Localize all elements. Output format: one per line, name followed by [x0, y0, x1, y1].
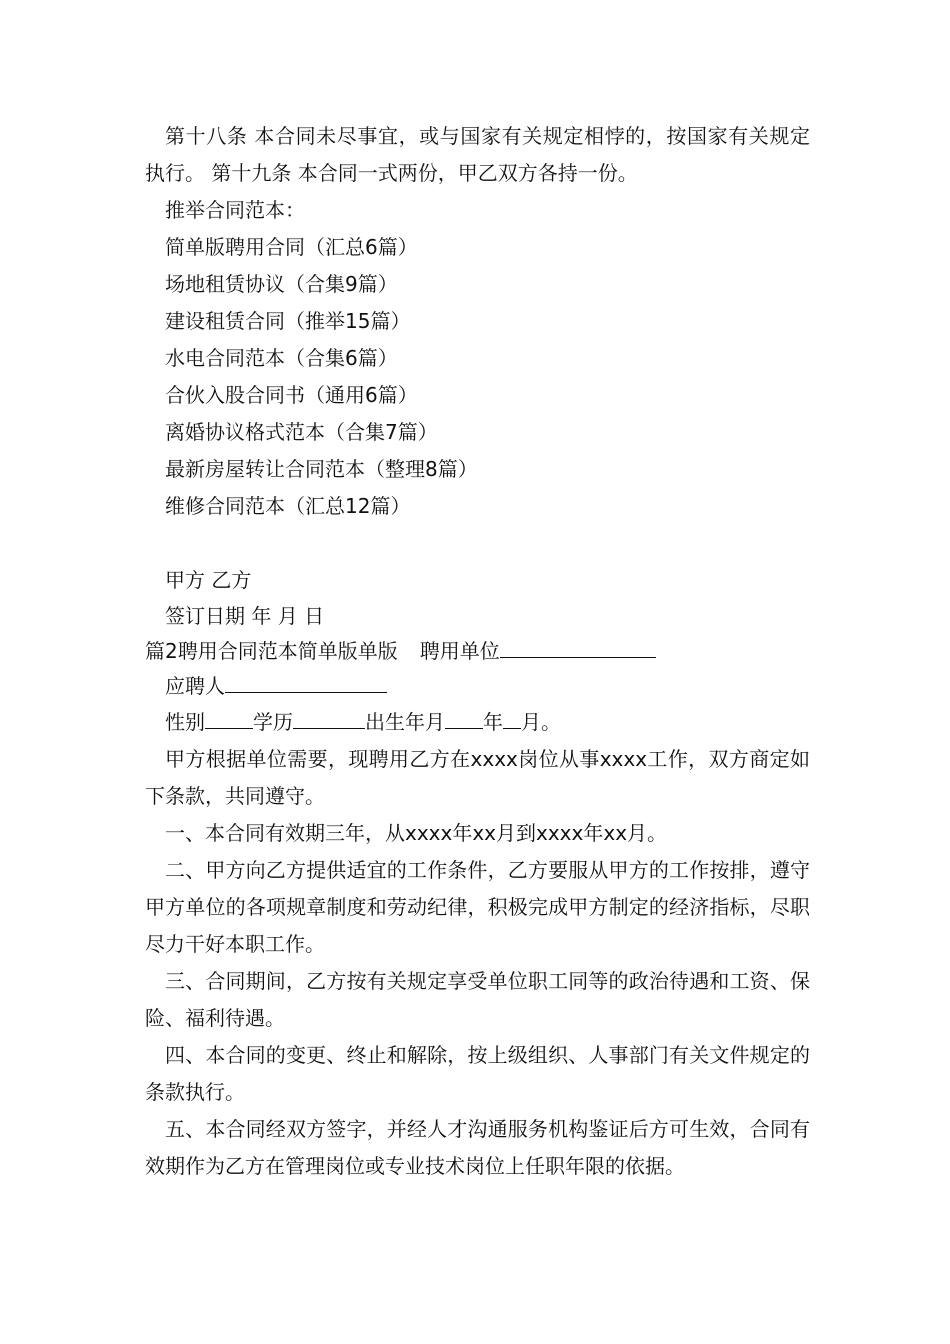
- applicant-blank: [225, 670, 387, 693]
- article-2-title: 篇2聘用合同范本简单版单版: [145, 639, 398, 663]
- employer-label: 聘用单位: [419, 639, 500, 663]
- gender-label: 性别: [165, 710, 205, 734]
- clause-5: 五、本合同经双方签字，并经人才沟通服务机构鉴证后方可生效，合同有效期作为乙方在管理岗位或专业技术岗位上任职年限的依据。: [145, 1117, 810, 1178]
- recommend-heading: 推举合同范本：: [165, 198, 305, 222]
- recommend-item[interactable]: 水电合同范本（合集6篇）: [165, 346, 398, 370]
- clause-intro: 甲方根据单位需要，现聘用乙方在xxxx岗位从事xxxx工作，双方商定如下条款，共同遵守。: [145, 747, 810, 808]
- year-label: 年: [483, 710, 503, 734]
- recommend-item[interactable]: 简单版聘用合同（汇总6篇）: [165, 235, 418, 259]
- clause-3: 三、合同期间，乙方按有关规定享受单位职工同等的政治待遇和工资、保险、福利待遇。: [145, 969, 810, 1030]
- personal-info-line: [145, 704, 810, 741]
- article-2-title-line: [145, 634, 810, 669]
- birth-month-blank: [503, 706, 521, 729]
- birth-year-blank: [445, 706, 483, 729]
- clause-2: 二、甲方向乙方提供适宜的工作条件，乙方要服从甲方的工作按排，遵守甲方单位的各项规章制度和劳动纪律，积极完成甲方制定的经济指标，尽职尽力干好本职工作。: [145, 858, 810, 956]
- recommend-item[interactable]: 场地租赁协议（合集9篇）: [165, 272, 398, 296]
- recommend-item[interactable]: 最新房屋转让合同范本（整理8篇）: [165, 457, 478, 481]
- recommend-item[interactable]: 建设租赁合同（推举15篇）: [165, 309, 411, 333]
- signature-date: 签订日期 年 月 日: [165, 604, 325, 628]
- clause-1: 一、本合同有效期三年，从xxxx年xx月到xxxx年xx月。: [165, 821, 668, 845]
- spacer: [145, 525, 810, 562]
- gender-blank: [205, 706, 253, 729]
- recommend-item[interactable]: 合伙入股合同书（通用6篇）: [165, 383, 418, 407]
- applicant-line: [145, 669, 810, 704]
- month-label: 月。: [521, 710, 561, 734]
- education-blank: [293, 706, 365, 729]
- applicant-label: 应聘人: [165, 674, 225, 698]
- recommend-item[interactable]: 离婚协议格式范本（合集7篇）: [165, 420, 438, 444]
- education-label: 学历: [253, 710, 293, 734]
- paragraph-article-18-19: 第十八条 本合同未尽事宜，或与国家有关规定相悖的，按国家有关规定执行。 第十九条 本合同一式两份，甲乙双方各持一份。: [145, 124, 810, 185]
- signature-parties: 甲方 乙方: [165, 568, 252, 592]
- recommend-item[interactable]: 维修合同范本（汇总12篇）: [165, 494, 411, 518]
- clause-4: 四、本合同的变更、终止和解除，按上级组织、人事部门有关文件规定的条款执行。: [145, 1043, 810, 1104]
- birth-label: 出生年月: [365, 710, 445, 734]
- employer-blank: [500, 635, 656, 658]
- document-body: [145, 118, 810, 1185]
